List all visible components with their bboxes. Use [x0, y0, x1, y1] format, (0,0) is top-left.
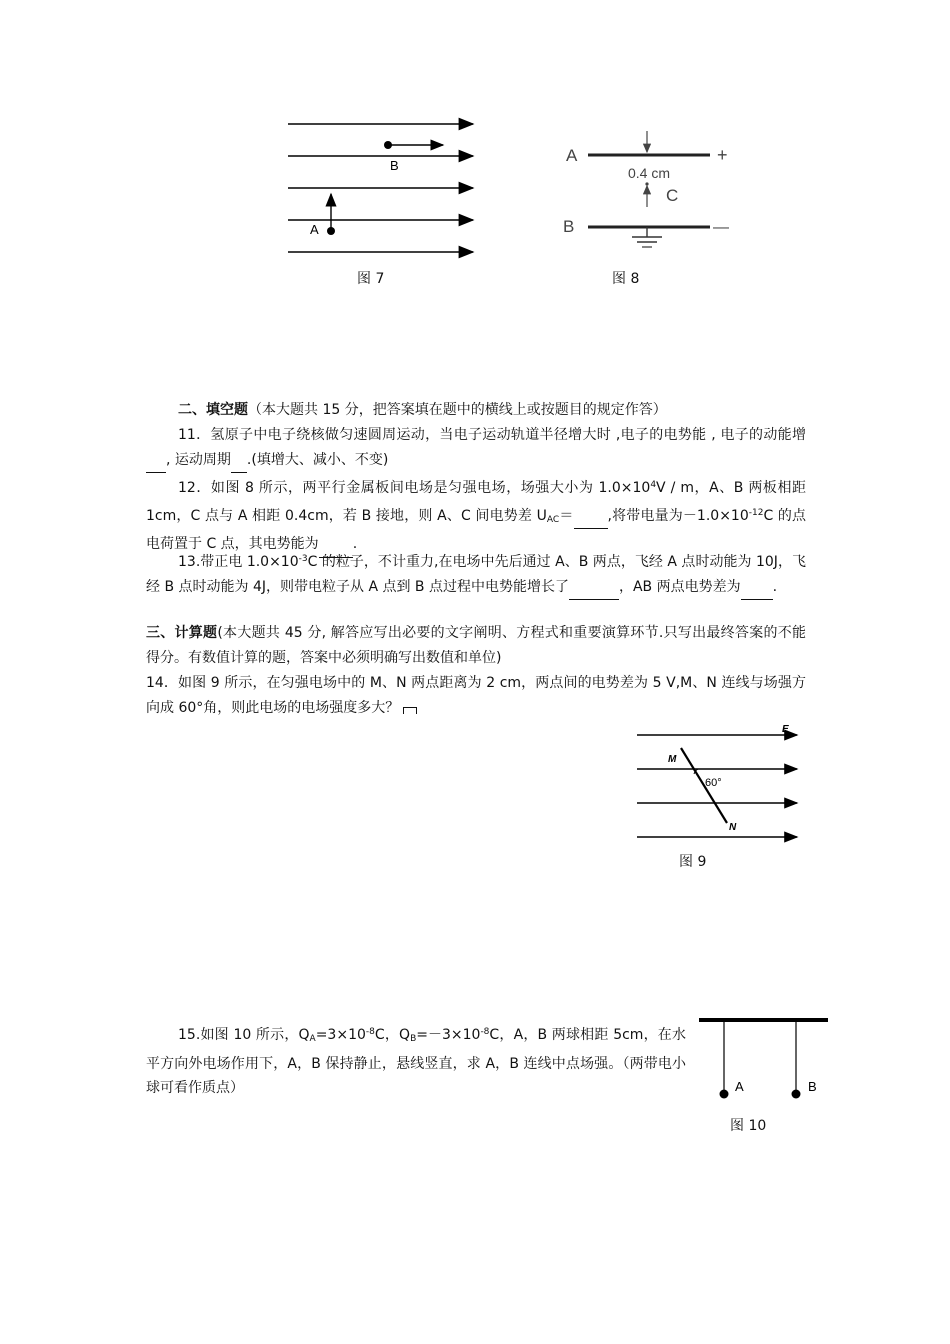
plate-a-label: A	[566, 146, 578, 165]
label-a: A	[735, 1079, 744, 1094]
question-12: 12．如图 8 所示，两平行金属板间电场是匀强电场，场强大小为 $1.0\times 10^4V / m$，A、B 两板相距 1cm，C 点与 A 相距 0.4cm，若 B 接地，则 A、C 间电势差 $U_{AC}=$ ,将带电量为$-1.0\times 10^{-12}C$ 的点电荷置于 C 点，其电势能为 .	[146, 473, 806, 558]
plate-b-label: B	[563, 217, 575, 236]
point-c	[645, 182, 648, 185]
figure-7-caption: 图 7	[357, 271, 385, 287]
figure-10	[695, 1012, 835, 1107]
point-c-label: C	[666, 186, 679, 205]
label-m: M	[668, 754, 677, 765]
figure-8-caption: 图 8	[612, 271, 640, 287]
question-11: 11．氢原子中电子绕核做匀速圆周运动，当电子运动轨道半径增大时 ,电子的电势能 , 电子的动能增 , 运动周期 .(填增大、减小、不变)	[146, 423, 806, 473]
label-a: A	[310, 222, 319, 237]
section-2-heading: 二、填空题（本大题共 15 分，把答案填在题中的横线上或按题目的规定作答）	[178, 402, 667, 418]
question-15: 15.如图 10 所示，$Q_A=3\times 10^{-8}C$，$Q_B=-3\times 10^{-8}C$，A，B 两球相距 5cm，在水平方向外电场作用下，A，B 保持静止，悬线竖直，求 A，B 连线中点场强。（两带电小球可看作质点）	[146, 1027, 687, 1096]
ground-symbol	[632, 227, 662, 247]
figure-8	[560, 125, 745, 255]
label-b: B	[808, 1079, 817, 1094]
figure-10-caption: 图 10	[730, 1118, 767, 1134]
label-e: E	[782, 724, 789, 735]
figure-9	[632, 720, 807, 850]
figure-7	[280, 110, 490, 265]
label-b: B	[390, 158, 399, 173]
ball-a	[720, 1090, 729, 1099]
question-13: 13.带正电 $1.0\times 10^{-3}C$ 的粒子，不计重力,在电场中先后通过 A、B 两点，飞经 A 点时动能为 10J，飞经 B 点时动能为 4J，则带电粒子从 A 点到 B 点过程中电势能增长了 ，AB 两点电势差为 .	[146, 547, 806, 600]
plus-sign: +	[717, 145, 728, 165]
label-n: N	[729, 822, 737, 833]
ball-b	[792, 1090, 801, 1099]
angle-label: 60°	[705, 777, 722, 789]
distance-label: 0.4 cm	[628, 165, 671, 181]
question-14: 14．如图 9 所示，在匀强电场中的 M、N 两点距离为 2 cm，两点间的电势差为 5 V,M、N 连线与场强方向成 60°角，则此电场的电场强度多大？	[146, 675, 806, 716]
minus-sign: —	[713, 219, 729, 236]
figure-9-caption: 图 9	[679, 854, 707, 870]
section-3-heading: 三、计算题(本大题共 45 分, 解答应写出必要的文字阐明、方程式和重要演算环节.只写出最终答案的不能得分。有数值计算的题，答案中必须明确写出数值和单位)	[146, 625, 806, 666]
